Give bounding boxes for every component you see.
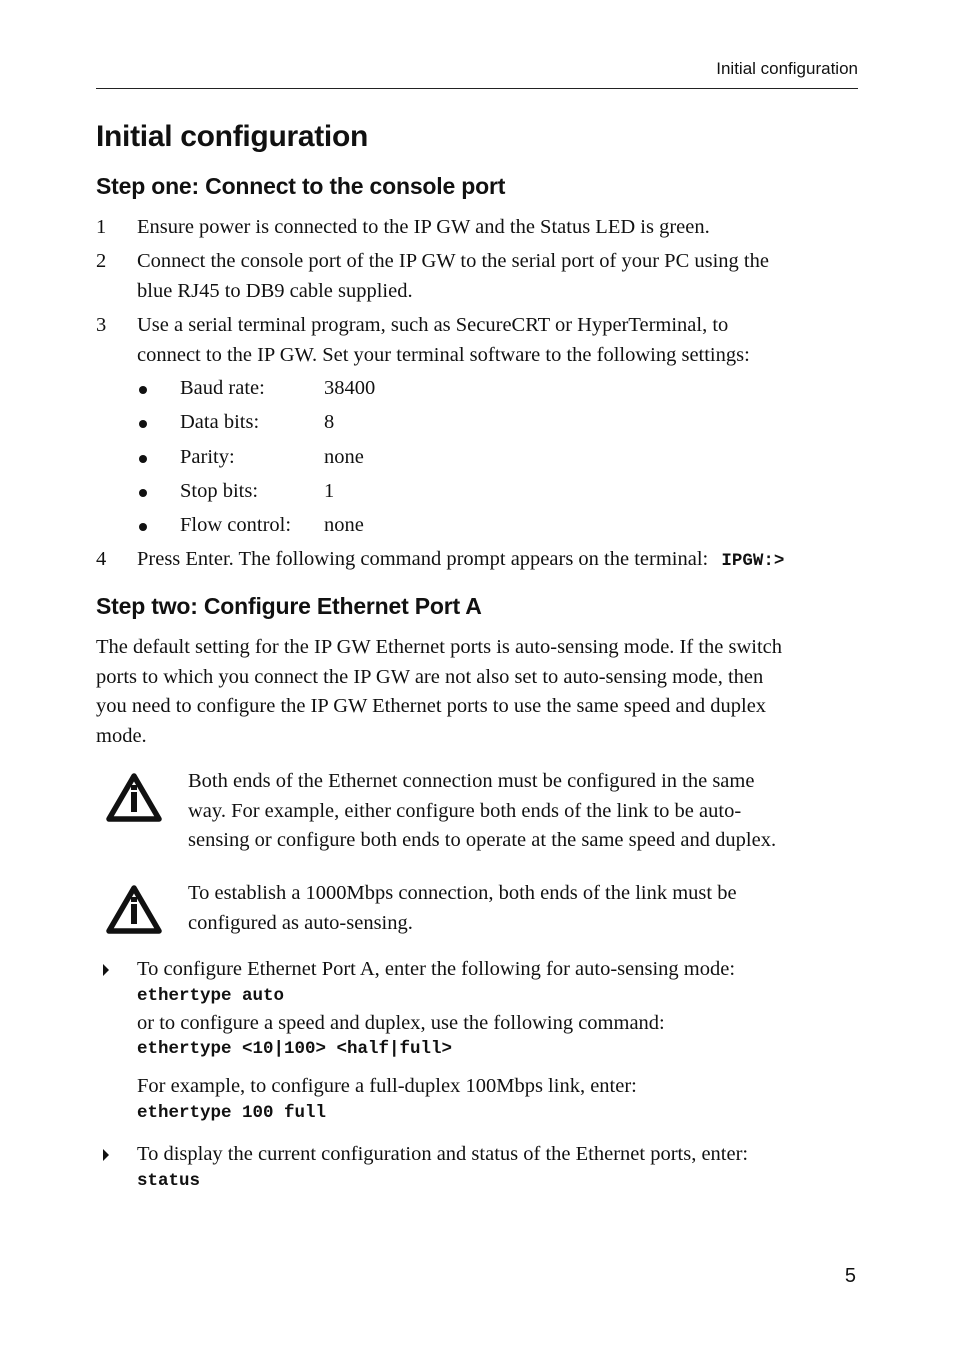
setting-value: 8 bbox=[324, 411, 335, 433]
action-body bbox=[137, 1140, 858, 1194]
step-text-line: Connect the console port of the IP GW to the serial port of your PC using the bbox=[137, 250, 769, 272]
caution-note bbox=[96, 879, 858, 943]
command-prompt: IPGW:> bbox=[721, 551, 785, 571]
step-text bbox=[137, 247, 858, 306]
step-1 bbox=[96, 213, 858, 243]
intro-paragraph bbox=[96, 633, 858, 751]
note-line: To establish a 1000Mbps connection, both ends of the link must be bbox=[188, 882, 737, 904]
command-text: ethertype 100 full bbox=[137, 1102, 327, 1123]
bullet-icon bbox=[139, 386, 147, 394]
setting-value: none bbox=[324, 446, 364, 468]
step-text-line: Use a serial terminal program, such as SecureCRT or HyperTerminal, to bbox=[137, 314, 729, 336]
bullet-icon bbox=[139, 455, 147, 463]
paragraph-line: The default setting for the IP GW Ethernet ports is auto-sensing mode. If the switch bbox=[96, 636, 783, 658]
action-text: To configure Ethernet Port A, enter the following for auto-sensing mode: bbox=[137, 958, 736, 980]
setting-value: 38400 bbox=[324, 377, 376, 399]
action-display-status bbox=[96, 1140, 858, 1200]
warning-icon bbox=[106, 885, 162, 935]
bullet-icon bbox=[139, 523, 147, 531]
section-heading-step-one: Step one: Connect to the console port bbox=[96, 173, 506, 199]
setting-parity bbox=[136, 443, 536, 473]
running-header: Initial configuration bbox=[716, 59, 858, 78]
note-line: way. For example, either configure both ends of the link to be auto- bbox=[188, 799, 742, 822]
step-number: 1 bbox=[96, 216, 107, 238]
bullet-icon bbox=[139, 420, 147, 428]
setting-label: Data bits: bbox=[180, 411, 260, 433]
setting-label: Parity: bbox=[180, 446, 235, 468]
setting-baud-rate bbox=[136, 374, 536, 404]
step-2 bbox=[96, 247, 858, 307]
step-text bbox=[137, 545, 858, 575]
page-number: 5 bbox=[844, 1265, 856, 1287]
setting-label: Stop bits: bbox=[180, 480, 259, 502]
note-line: sensing or configure both ends to operate at the same speed and duplex. bbox=[188, 829, 777, 851]
header-rule bbox=[96, 88, 858, 89]
action-text: To display the current configuration and status of the Ethernet ports, enter: bbox=[137, 1143, 749, 1165]
paragraph-line: mode. bbox=[96, 724, 147, 747]
note-line: Both ends of the Ethernet connection must be configured in the same bbox=[188, 770, 755, 792]
paragraph-line: ports to which you connect the IP GW are not also set to auto-sensing mode, then bbox=[96, 665, 764, 688]
step-number: 3 bbox=[96, 314, 107, 336]
action-configure-port-a bbox=[96, 955, 858, 1130]
step-text-line: Ensure power is connected to the IP GW and the Status LED is green. bbox=[137, 216, 710, 238]
action-text: or to configure a speed and duplex, use the following command: bbox=[137, 1011, 665, 1034]
setting-stop-bits bbox=[136, 477, 536, 507]
step-text-line: blue RJ45 to DB9 cable supplied. bbox=[137, 279, 413, 302]
action-body bbox=[137, 955, 858, 1126]
note-line: configured as auto-sensing. bbox=[188, 911, 413, 934]
step-number: 2 bbox=[96, 250, 107, 272]
step-text bbox=[137, 311, 858, 370]
setting-value: 1 bbox=[324, 480, 335, 502]
section-heading-step-two: Step two: Configure Ethernet Port A bbox=[96, 593, 482, 619]
step-text-line: connect to the IP GW. Set your terminal software to the following settings: bbox=[137, 343, 750, 366]
setting-flow-control bbox=[136, 511, 536, 541]
page-title: Initial configuration bbox=[96, 120, 369, 153]
step-3 bbox=[96, 311, 858, 371]
paragraph-line: you need to configure the IP GW Ethernet ports to use the same speed and duplex bbox=[96, 695, 767, 717]
step-text bbox=[137, 213, 858, 243]
setting-value: none bbox=[324, 514, 364, 536]
step-number: 4 bbox=[96, 548, 107, 570]
setting-label: Baud rate: bbox=[180, 377, 265, 399]
note-text bbox=[188, 767, 858, 856]
action-text: For example, to configure a full-duplex 100Mbps link, enter: bbox=[137, 1075, 637, 1097]
setting-data-bits bbox=[136, 408, 536, 438]
setting-label: Flow control: bbox=[180, 514, 292, 536]
arrow-bullet-icon bbox=[103, 964, 109, 976]
command-text: ethertype auto bbox=[137, 985, 285, 1006]
bullet-icon bbox=[139, 489, 147, 497]
step-4 bbox=[96, 545, 858, 575]
command-text: status bbox=[137, 1170, 201, 1191]
arrow-bullet-icon bbox=[103, 1149, 109, 1161]
caution-note bbox=[96, 767, 858, 859]
command-text: ethertype <10|100> <half|full> bbox=[137, 1039, 453, 1059]
step-text-line: Press Enter. The following command prompt appears on the terminal: bbox=[137, 548, 709, 570]
note-text bbox=[188, 879, 858, 938]
warning-icon bbox=[106, 773, 162, 823]
